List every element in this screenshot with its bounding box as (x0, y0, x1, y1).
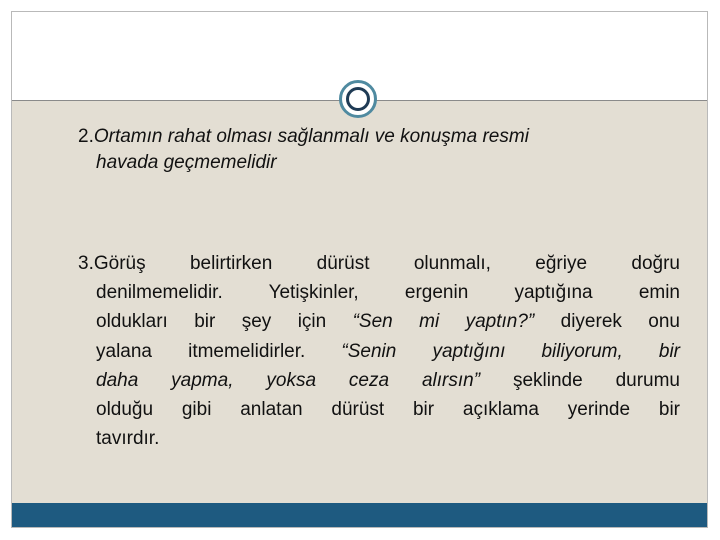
point-3-line-4-quote: “Senin yaptığını biliyorum, bir (341, 340, 680, 362)
circle-ornament-inner (346, 87, 370, 111)
footer-bar (12, 503, 707, 527)
point-3-line-3c: diyerek onu (534, 311, 680, 333)
point-2-line-1 (78, 124, 688, 150)
point-3-line-4a: yalana itmemelidirler. (96, 340, 342, 362)
point-3-number: 3. (78, 253, 94, 274)
point-3-line-5b: şeklinde durumu (480, 369, 680, 391)
point-3-line-3-quote: “Sen mi yaptın?” (352, 311, 535, 333)
point-3-line-5-quote: daha yapma, yoksa ceza alırsın” (96, 369, 481, 391)
circle-ornament-icon (339, 80, 377, 118)
point-2-line-1-text: Ortamın rahat olması sağlanmalı ve konuşma resmi (93, 126, 529, 147)
point-3-line-4 (78, 337, 680, 366)
point-2-line-2: havada geçmemelidir (96, 152, 277, 173)
point-3-line-3a: oldukları bir şey için (96, 311, 353, 333)
point-3-line-1 (78, 249, 680, 278)
point-3-text (78, 249, 680, 453)
point-3-line-5 (78, 366, 680, 395)
point-3-line-7: tavırdır. (96, 428, 160, 450)
point-3-line-2: denilmemelidir. Yetişkinler, ergenin yaptığına emin (96, 282, 680, 304)
point-3-line-3 (78, 307, 680, 336)
point-3-line-1-text: Görüş belirtirken dürüst olunmalı, eğriye doğru (93, 253, 680, 274)
point-2-text (78, 124, 688, 176)
point-3-line-6: olduğu gibi anlatan dürüst bir açıklama yerinde bir (96, 399, 680, 421)
point-2-number: 2. (78, 126, 94, 147)
